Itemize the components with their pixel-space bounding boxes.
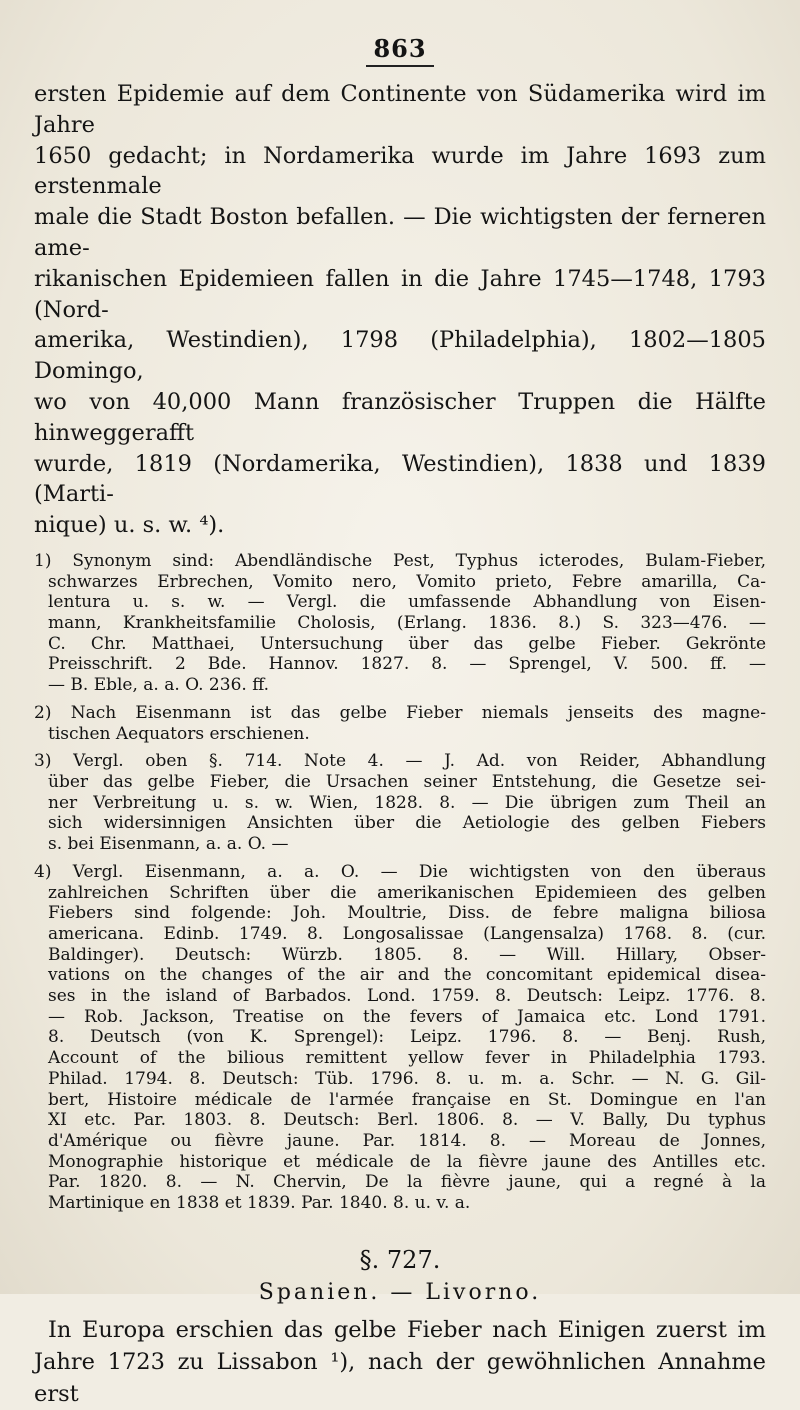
main-line: ersten Epidemie auf dem Continente von Südamerika wird im Jahre bbox=[34, 81, 766, 138]
section-line: In Europa erschien das gelbe Fieber nach Einigen zuerst im bbox=[48, 1316, 766, 1343]
footnote-line: Philad. 1794. 8. Deutsch: Tüb. 1796. 8. u. m. a. Schr. — N. G. Gil- bbox=[48, 1068, 766, 1089]
main-line: nique) u. s. w. ⁴). bbox=[34, 512, 225, 539]
footnote-line: 8. Deutsch (von K. Sprengel): Leipz. 1796. 8. — Benj. Rush, bbox=[48, 1027, 766, 1048]
page-number-rule bbox=[366, 65, 434, 67]
footnote-line: Preisschrift. 2 Bde. Hannov. 1827. 8. — Sprengel, V. 500. ff. — bbox=[48, 654, 766, 675]
footnote-line: mann, Krankheitsfamilie Cholosis, (Erlang. 1836. 8.) S. 323—476. — bbox=[48, 613, 766, 634]
main-paragraph bbox=[34, 79, 766, 541]
footnote-line: zahlreichen Schriften über die amerikanischen Epidemieen des gelben bbox=[48, 882, 766, 903]
footnote-line: sich widersinnigen Ansichten über die Aetiologie des gelben Fiebers bbox=[48, 813, 766, 834]
section-title: Spanien. — Livorno. bbox=[258, 1279, 542, 1305]
section-number: §. 727. bbox=[359, 1245, 441, 1274]
footnote-line: Account of the bilious remittent yellow fever in Philadelphia 1793. bbox=[48, 1048, 766, 1069]
footnote-3 bbox=[34, 751, 766, 855]
footnote-4 bbox=[34, 862, 766, 1214]
footnote-line: tischen Aequators erschienen. bbox=[48, 723, 310, 744]
footnote-2 bbox=[34, 703, 766, 744]
footnote-line: C. Chr. Matthaei, Untersuchung über das gelbe Fieber. Gekrönte bbox=[48, 633, 766, 654]
footnote-line: 2) Nach Eisenmann ist das gelbe Fieber niemals jenseits des magne- bbox=[34, 702, 766, 723]
footnote-line: 3) Vergl. oben §. 714. Note 4. — J. Ad. von Reider, Abhandlung bbox=[34, 751, 766, 772]
main-line: 1650 gedacht; in Nordamerika wurde im Jahre 1693 zum erstenmale bbox=[34, 142, 766, 200]
page-number: 863 bbox=[373, 34, 427, 63]
main-line: amerika, Westindien), 1798 (Philadelphia), 1802—1805 Domingo, bbox=[34, 327, 766, 385]
footnote-line: Fiebers sind folgende: Joh. Moultrie, Diss. de febre maligna biliosa bbox=[48, 903, 766, 924]
footnote-line: XI etc. Par. 1803. 8. Deutsch: Berl. 1806. 8. — V. Bally, Du typhus bbox=[48, 1110, 766, 1131]
footnote-line: schwarzes Erbrechen, Vomito nero, Vomito prieto, Febre amarilla, Ca- bbox=[48, 571, 766, 592]
main-line: wurde, 1819 (Nordamerika, Westindien), 1838 und 1839 (Marti- bbox=[34, 450, 766, 508]
footnote-line: 1) Synonym sind: Abendländische Pest, Typhus icterodes, Bulam-Fieber, bbox=[34, 550, 766, 571]
footnote-line: Par. 1820. 8. — N. Chervin, De la fièvre jaune, qui a regné à la bbox=[48, 1172, 766, 1193]
footnotes bbox=[34, 551, 766, 1214]
footnote-line: americana. Edinb. 1749. 8. Longosalissae (Langensalza) 1768. 8. (cur. bbox=[48, 923, 766, 944]
main-line: wo von 40,000 Mann französischer Truppen die Hälfte hinweggerafft bbox=[34, 388, 766, 446]
section-paragraph bbox=[34, 1314, 766, 1410]
footnote-line: bert, Histoire médicale de l'armée française en St. Domingue en l'an bbox=[48, 1089, 766, 1110]
footnote-line: — B. Eble, a. a. O. 236. ff. bbox=[48, 675, 270, 696]
footnote-line: lentura u. s. w. — Vergl. die umfassende Abhandlung von Eisen- bbox=[48, 592, 766, 613]
footnote-line: ner Verbreitung u. s. w. Wien, 1828. 8. — Die übrigen zum Theil an bbox=[48, 792, 766, 813]
footnote-line: s. bei Eisenmann, a. a. O. — bbox=[48, 834, 289, 855]
footnote-line: — Rob. Jackson, Treatise on the fevers of Jamaica etc. Lond 1791. bbox=[48, 1006, 766, 1027]
footnote-1 bbox=[34, 551, 766, 696]
footnote-line: über das gelbe Fieber, die Ursachen seiner Entstehung, die Gesetze sei- bbox=[48, 771, 766, 792]
main-line: male die Stadt Boston befallen. — Die wichtigsten der ferneren ame- bbox=[34, 204, 766, 261]
footnote-line: ses in the island of Barbados. Lond. 1759. 8. Deutsch: Leipz. 1776. 8. bbox=[48, 986, 766, 1007]
footnote-line: vations on the changes of the air and the concomitant epidemical disea- bbox=[48, 965, 766, 986]
footnote-line: Monographie historique et médicale de la fièvre jaune des Antilles etc. bbox=[48, 1151, 766, 1172]
main-line: rikanischen Epidemieen fallen in die Jahre 1745—1748, 1793 (Nord- bbox=[34, 265, 766, 323]
footnote-line: 4) Vergl. Eisenmann, a. a. O. — Die wichtigsten von den überaus bbox=[34, 861, 766, 882]
footnote-line: Martinique en 1838 et 1839. Par. 1840. 8. u. v. a. bbox=[48, 1193, 471, 1214]
footnote-line: Baldinger). Deutsch: Würzb. 1805. 8. — Will. Hillary, Obser- bbox=[48, 944, 766, 965]
section-line: Jahre 1723 zu Lissabon ¹), nach der gewöhnlichen Annahme erst bbox=[34, 1348, 766, 1407]
footnote-line: d'Amérique ou fièvre jaune. Par. 1814. 8. — Moreau de Jonnes, bbox=[48, 1130, 766, 1151]
